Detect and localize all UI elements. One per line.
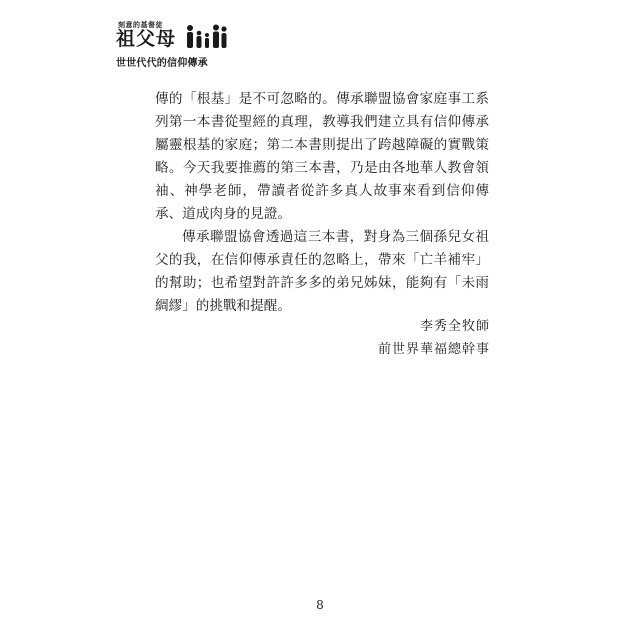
paragraph: 傳承聯盟協會透過這三本書，對身為三個孫兒女祖父的我，在信仰傳承責任的忽略上，帶來「亡羊補牢」的幫助；也希望對許許多多的弟兄姊妹，能夠有「未雨綢繆」的挑戰和提醒。 <box>155 229 489 314</box>
body-text <box>155 88 489 318</box>
signature-block <box>378 315 490 361</box>
signature-title: 前世界華福總幹事 <box>377 342 490 357</box>
header-small-line: 刻意的基督徒 <box>118 20 163 29</box>
paragraph: 傳的「根基」是不可忽略的。傳承聯盟協會家庭事工系列第一本書從聖經的真理，教導我們建立具有信仰傳承屬靈根基的家庭；第二本書則提出了跨越障礙的實戰策略。今天我要推薦的第三本書，乃是由各地華人教會領袖、神學老師，帶讀者從許多真人故事來看到信仰傳承、道成肉身的見證。 <box>155 91 489 222</box>
family-silhouette-icon <box>184 24 228 50</box>
header-subtitle: 世世代代的信仰傳承 <box>116 58 208 69</box>
signature-name: 李秀全牧師 <box>419 319 490 334</box>
header-title: 祖父母 <box>116 28 177 50</box>
book-header-logo <box>116 20 226 68</box>
page-number: 8 <box>316 598 324 612</box>
